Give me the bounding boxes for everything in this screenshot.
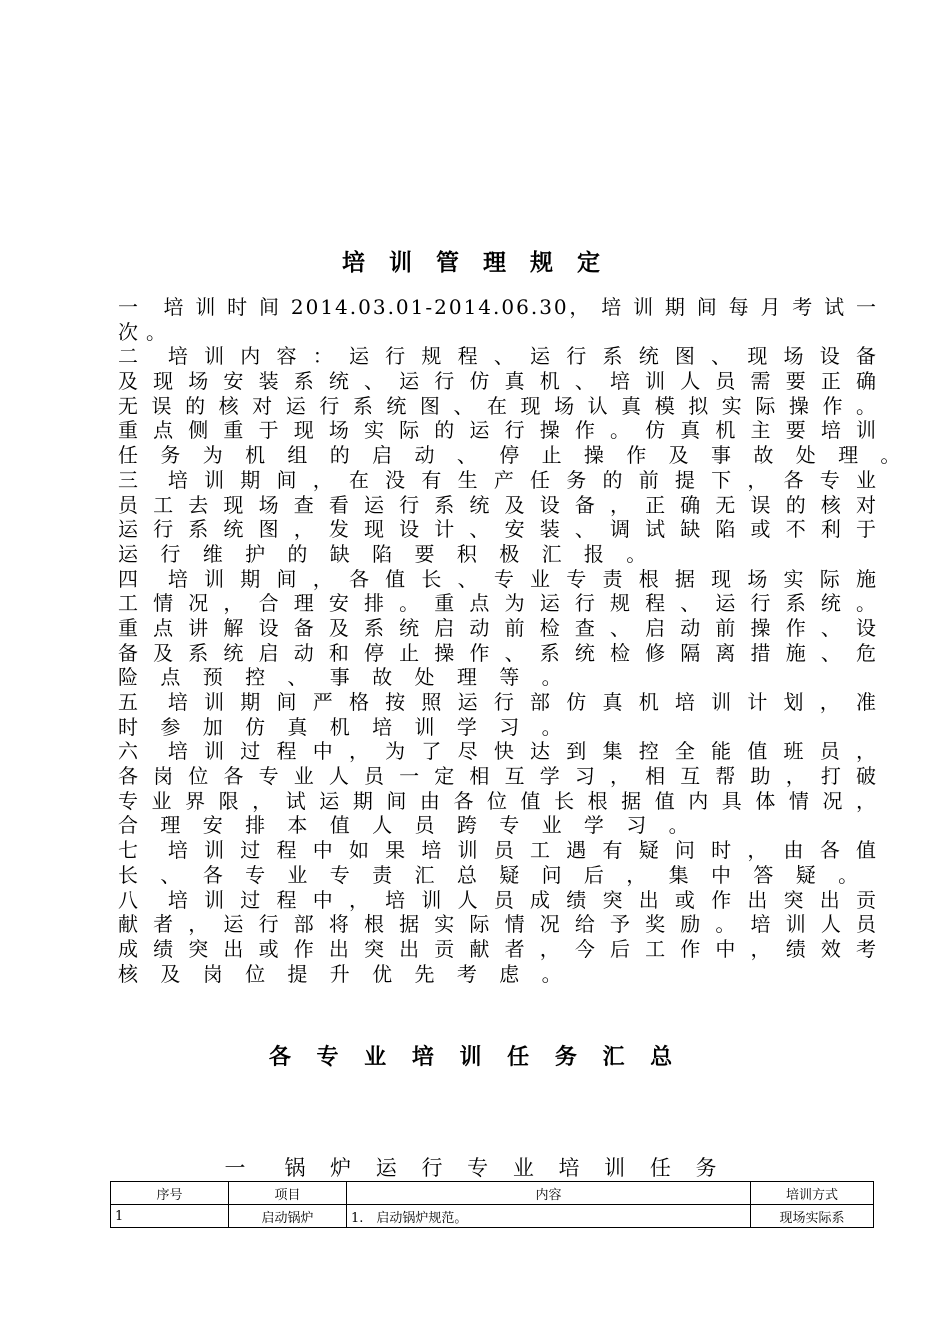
header-seq: 序号 [111,1182,229,1205]
summary-title: 各 专 业 培 训 任 务 汇 总 [268,1045,682,1070]
header-content: 内容 [347,1182,751,1205]
paragraph-4-line-5: 险 点 预 控 、 事 故 处 理 等 。 [118,665,570,690]
paragraph-7-line-1: 七 培 训 过 程 中 如 果 培 训 员 工 遇 有 疑 问 时 ， 由 各 值 [118,838,878,863]
cell-content: 1. 启动锅炉规范。 [347,1205,751,1228]
table-row [111,1205,874,1228]
cell-item: 启动锅炉 [229,1205,347,1228]
paragraph-6-line-1: 六 培 训 过 程 中 ， 为 了 尽 快 达 到 集 控 全 能 值 班 员 ， [118,739,878,764]
document-body [118,295,909,986]
paragraph-4-line-3: 重 点 讲 解 设 备 及 系 统 启 动 前 检 查 、 启 动 前 操 作 、 设 [118,615,878,640]
paragraph-3-line-1: 三 培 训 期 间 ， 在 没 有 生 产 任 务 的 前 提 下 ， 各 专 业 [118,467,878,492]
paragraph-4-line-1: 四 培 训 期 间 ， 各 值 长 、 专 业 专 责 根 据 现 场 实 际 施 [118,566,878,591]
header-item: 项目 [229,1182,347,1205]
paragraph-8-line-4: 核 及 岗 位 提 升 优 先 考 虑 。 [118,961,570,986]
paragraph-6-line-2: 各 岗 位 各 专 业 人 员 一 定 相 互 学 习 ， 相 互 帮 助 ， 打 破 [118,764,878,789]
paragraph-6-line-3: 专 业 界 限 ， 试 运 期 间 由 各 位 值 长 根 据 值 内 具 体 情 况 ， [118,788,878,813]
paragraph-1-line-2: 次。 [118,319,174,344]
paragraph-2-line-4: 重 点 侧 重 于 现 场 实 际 的 运 行 操 作 。 仿 真 机 主 要 培 训 [118,418,878,443]
training-task-table [110,1181,874,1228]
section-1-title: 一 锅 炉 运 行 专 业 培 训 任 务 [224,1156,726,1180]
paragraph-2-line-1: 二 培 训 内 容 ： 运 行 规 程 、 运 行 系 统 图 、 现 场 设 备 [118,344,878,369]
table-header-row [111,1182,874,1205]
header-method: 培训方式 [751,1182,874,1205]
paragraph-2-line-2: 及 现 场 安 装 系 统 、 运 行 仿 真 机 、 培 训 人 员 需 要 正 确 [118,369,878,394]
paragraph-4-line-4: 备 及 系 统 启 动 和 停 止 操 作 、 系 统 检 修 隔 离 措 施 、 危 [118,640,878,665]
paragraph-1-line-1: 一 培 训 时 间 2014.03.01-2014.06.30， 培 训 期 间 每 月 考 试 一 [118,295,878,319]
paragraph-2-line-5: 任 务 为 机 组 的 启 动 、 停 止 操 作 及 事 故 处 理 。 [118,443,909,468]
paragraph-3-line-2: 员 工 去 现 场 查 看 运 行 系 统 及 设 备 ， 正 确 无 误 的 核 对 [118,492,878,517]
paragraph-2-line-3: 无 误 的 核 对 运 行 系 统 图 、 在 现 场 认 真 模 拟 实 际 操 作 。 [118,393,878,418]
paragraph-5-line-2: 时 参 加 仿 真 机 培 训 学 习 。 [118,714,570,739]
paragraph-5-line-1: 五 培 训 期 间 严 格 按 照 运 行 部 仿 真 机 培 训 计 划 ， 准 [118,690,878,714]
paragraph-8-line-2: 献 者 ， 运 行 部 将 根 据 实 际 情 况 给 予 奖 励 。 培 训 人 员 [118,912,878,937]
paragraph-3-line-4: 运 行 维 护 的 缺 陷 要 积 极 汇 报 。 [118,541,655,566]
document-title: 培 训 管 理 规 定 [341,250,609,276]
cell-seq: 1 [111,1205,229,1228]
paragraph-8-line-3: 成 绩 突 出 或 作 出 突 出 贡 献 者 ， 今 后 工 作 中 ， 绩 效 考 [118,936,878,961]
paragraph-4-line-2: 工 情 况 ， 合 理 安 排 。 重 点 为 运 行 规 程 、 运 行 系 统 。 [118,591,878,616]
paragraph-8-line-1: 八 培 训 过 程 中 ， 培 训 人 员 成 绩 突 出 或 作 出 突 出 贡 [118,887,878,912]
paragraph-7-line-2: 长 、 各 专 业 专 责 汇 总 疑 问 后 ， 集 中 答 疑 。 [118,862,867,887]
paragraph-3-line-3: 运 行 系 统 图 ， 发 现 设 计 、 安 装 、 调 试 缺 陷 或 不 利 于 [118,517,878,542]
cell-method: 现场实际系 [751,1205,874,1228]
paragraph-6-line-4: 合 理 安 排 本 值 人 员 跨 专 业 学 习 。 [118,813,697,838]
